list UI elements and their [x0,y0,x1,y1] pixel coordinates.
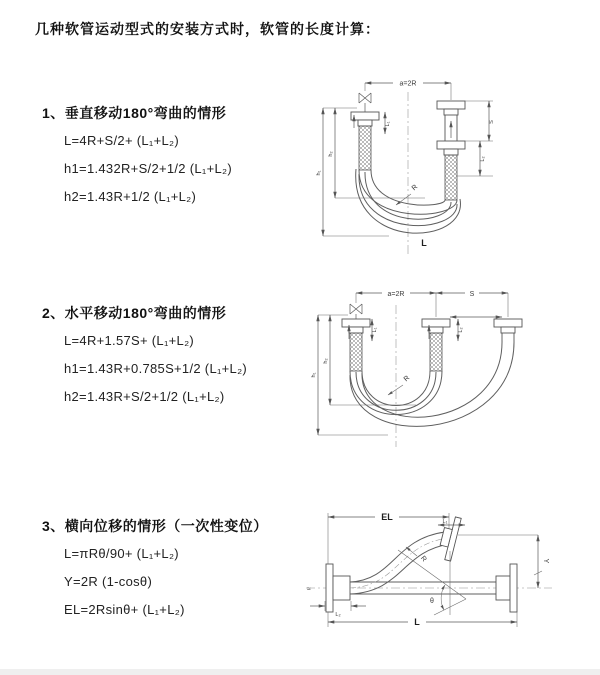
left-fitting [342,319,370,371]
dim-label-y: Y [542,558,549,564]
dim-label-h1: h₁ [311,372,317,378]
section-3-formula-EL: EL=2Rsinθ+ (L₁+L₂) [64,602,185,617]
valve-icon [350,304,362,319]
section-1-formula-h2: h2=1.43R+1/2 (L₁+L₂) [64,189,197,204]
dim-label-l2: L₂ [480,156,486,162]
valve-icon [359,93,371,112]
dim-label-l2: L₂ [335,612,341,618]
section-2-formula-h2: h2=1.43R+S/2+1/2 (L₁+L₂) [64,389,225,404]
dim-label-l2: L₂ [458,327,464,333]
section-2-formula-L: L=4R+1.57S+ (L₁+L₂) [64,333,195,348]
dim-label-span: a=2R [399,80,417,88]
section-2-heading: 2、水平移动180°弯曲的情形 [42,305,227,321]
page-title: 几种软管运动型式的安装方式时，软管的长度计算： [35,21,380,37]
dim-label-l1: L₁ [372,327,378,333]
dimension-l1 [372,319,378,341]
dim-label-span: a=2R [387,290,405,298]
section-1-formula-L: L=4R+S/2+ (L₁+L₂) [64,133,179,148]
dim-label-l1: L₁ [385,121,391,127]
section-1-heading: 1、垂直移动180°弯曲的情形 [42,105,227,121]
radius-callout [388,375,411,395]
dim-label-l1: L₁ [442,519,448,525]
dim-label-theta: θ [430,598,434,605]
section-2-formula-h1: h1=1.43R+0.785S+1/2 (L₁+L₂) [64,361,248,376]
page-bottom-edge [0,669,600,675]
dimension-heights [311,315,416,435]
dimension-length [328,612,517,627]
dimension-span [356,289,508,317]
dim-label-s: S [489,120,495,124]
hose-displaced-position [350,532,450,594]
dimension-el [328,511,449,564]
right-fitting [496,564,517,612]
middle-fitting [422,319,450,371]
section-1-formula-h1: h1=1.432R+S/2+1/2 (L₁+L₂) [64,161,232,176]
dimension-l2 [458,319,464,341]
dimension-l2 [310,601,366,618]
right-fitting [437,101,465,200]
dim-label-h2: h₂ [323,358,329,364]
section-3-formula-Y: Y=2R (1-cosθ) [64,574,153,589]
diagram-lateral-displacement [298,503,560,641]
break-symbol: ≈ [307,586,311,593]
left-fitting [326,564,350,612]
left-fitting [351,112,379,170]
dimension-stroke [457,101,495,176]
dim-label-s: S [469,290,475,298]
dim-label-el: EL [381,512,393,522]
dim-label-h1: h₁ [316,170,322,176]
dim-label-r: R [418,554,428,564]
diagram-vertical-180-bend [313,68,529,260]
dim-label-length: L [421,238,427,248]
section-3-formula-L: L=πRθ/90+ (L₁+L₂) [64,546,179,561]
section-3-heading: 3、横向位移的情形（一次性变位） [42,518,268,534]
dim-label-r: R [410,183,420,193]
dim-label-length: L [414,617,420,627]
diagram-horizontal-180-bend [308,283,546,451]
dim-label-h2: h₂ [328,151,334,157]
right-fitting [494,319,522,340]
dimension-l1 [385,112,391,134]
dim-label-r: R [402,374,412,384]
